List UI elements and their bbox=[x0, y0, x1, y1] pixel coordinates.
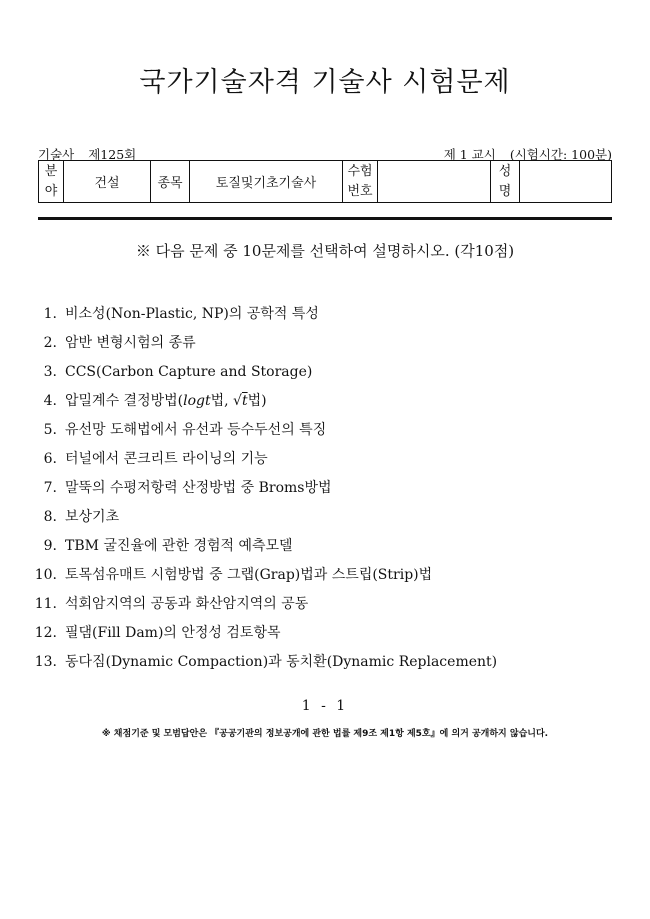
question-item bbox=[33, 619, 497, 648]
question-item bbox=[33, 561, 497, 590]
question-number: 12. bbox=[34, 625, 57, 641]
question-number: 9. bbox=[43, 538, 57, 554]
question-text: 석회암지역의 공동과 화산암지역의 공동 bbox=[65, 596, 309, 612]
field-label-top: 분 bbox=[44, 163, 58, 179]
question-number: 13. bbox=[34, 654, 57, 670]
question-number: 4. bbox=[43, 393, 57, 409]
exam-type: 기술사 bbox=[38, 147, 75, 162]
instruction-text: ※ 다음 문제 중 10문제를 선택하여 설명하시오. (각10점) bbox=[135, 242, 515, 260]
header-divider bbox=[38, 217, 612, 220]
question-text: TBM 굴진율에 관한 경험적 예측모델 bbox=[65, 538, 293, 554]
log-formula: logt bbox=[183, 393, 211, 409]
question-text: 토목섬유매트 시험방법 중 그랩(Grap)법과 스트립(Strip)법 bbox=[65, 567, 433, 583]
question-item bbox=[33, 445, 497, 474]
exam-period: 제 1 교시 bbox=[443, 147, 496, 162]
document-title: 국가기술자격 기술사 시험문제 bbox=[139, 67, 511, 98]
sqrt-variable: t bbox=[241, 393, 248, 409]
question-item bbox=[33, 387, 497, 416]
exam-no-value bbox=[378, 161, 491, 203]
exam-round: 제125회 bbox=[88, 147, 137, 162]
category-value: 토질및기초기술사 bbox=[190, 161, 343, 203]
page-number: 1 - 1 bbox=[301, 698, 349, 714]
question-item bbox=[33, 590, 497, 619]
question-text: 필댐(Fill Dam)의 안정성 검토항목 bbox=[65, 625, 281, 641]
question-number: 8. bbox=[43, 509, 57, 525]
exam-info-table bbox=[38, 160, 612, 203]
question-text: 보상기초 bbox=[65, 509, 120, 525]
name-label-bottom: 명 bbox=[498, 183, 512, 199]
question-text: 말뚝의 수평저항력 산정방법 중 Broms방법 bbox=[65, 480, 332, 496]
question-text: 터널에서 콘크리트 라이닝의 기능 bbox=[65, 451, 268, 467]
exam-no-label-top: 수험 bbox=[347, 163, 373, 179]
question-item bbox=[33, 474, 497, 503]
question-item bbox=[33, 358, 497, 387]
question-item bbox=[33, 329, 497, 358]
question-number: 7. bbox=[43, 480, 57, 496]
question-text: 암반 변형시험의 종류 bbox=[65, 335, 196, 351]
question-item bbox=[33, 300, 497, 329]
name-label-cell bbox=[491, 161, 520, 203]
question-item bbox=[33, 648, 497, 677]
question-number: 1. bbox=[43, 306, 57, 322]
question-number: 2. bbox=[43, 335, 57, 351]
question-number: 10. bbox=[34, 567, 57, 583]
question-item bbox=[33, 532, 497, 561]
question-item bbox=[33, 416, 497, 445]
field-value: 건설 bbox=[64, 161, 151, 203]
question-text-before: 압밀계수 결정방법( bbox=[65, 393, 184, 409]
question-number: 11. bbox=[34, 596, 57, 612]
footnote: ※ 채점기준 및 모범답안은 『공공기관의 정보공개에 관한 법률 제9조 제1항 제5호』에 의거 공개하지 않습니다. bbox=[101, 729, 549, 739]
question-text-after: 법) bbox=[247, 393, 267, 409]
question-item bbox=[33, 503, 497, 532]
question-number: 3. bbox=[43, 364, 57, 380]
category-label: 종목 bbox=[151, 161, 190, 203]
question-number: 6. bbox=[43, 451, 57, 467]
question-list bbox=[33, 300, 497, 677]
exam-time-limit: (시험시간: 100분) bbox=[509, 147, 612, 162]
name-value bbox=[520, 161, 612, 203]
question-text: 비소성(Non-Plastic, NP)의 공학적 특성 bbox=[65, 306, 319, 322]
question-text: CCS(Carbon Capture and Storage) bbox=[65, 364, 313, 380]
question-text-mid: 법, √ bbox=[210, 393, 242, 409]
question-text: 동다짐(Dynamic Compaction)과 동치환(Dynamic Replacement) bbox=[65, 654, 498, 670]
field-label-bottom: 야 bbox=[44, 183, 58, 199]
question-text: 유선망 도해법에서 유선과 등수두선의 특징 bbox=[65, 422, 327, 438]
field-label-cell bbox=[39, 161, 64, 203]
name-label-top: 성 bbox=[498, 163, 512, 179]
question-number: 5. bbox=[43, 422, 57, 438]
exam-no-label-cell bbox=[343, 161, 378, 203]
exam-no-label-bottom: 번호 bbox=[347, 183, 373, 199]
